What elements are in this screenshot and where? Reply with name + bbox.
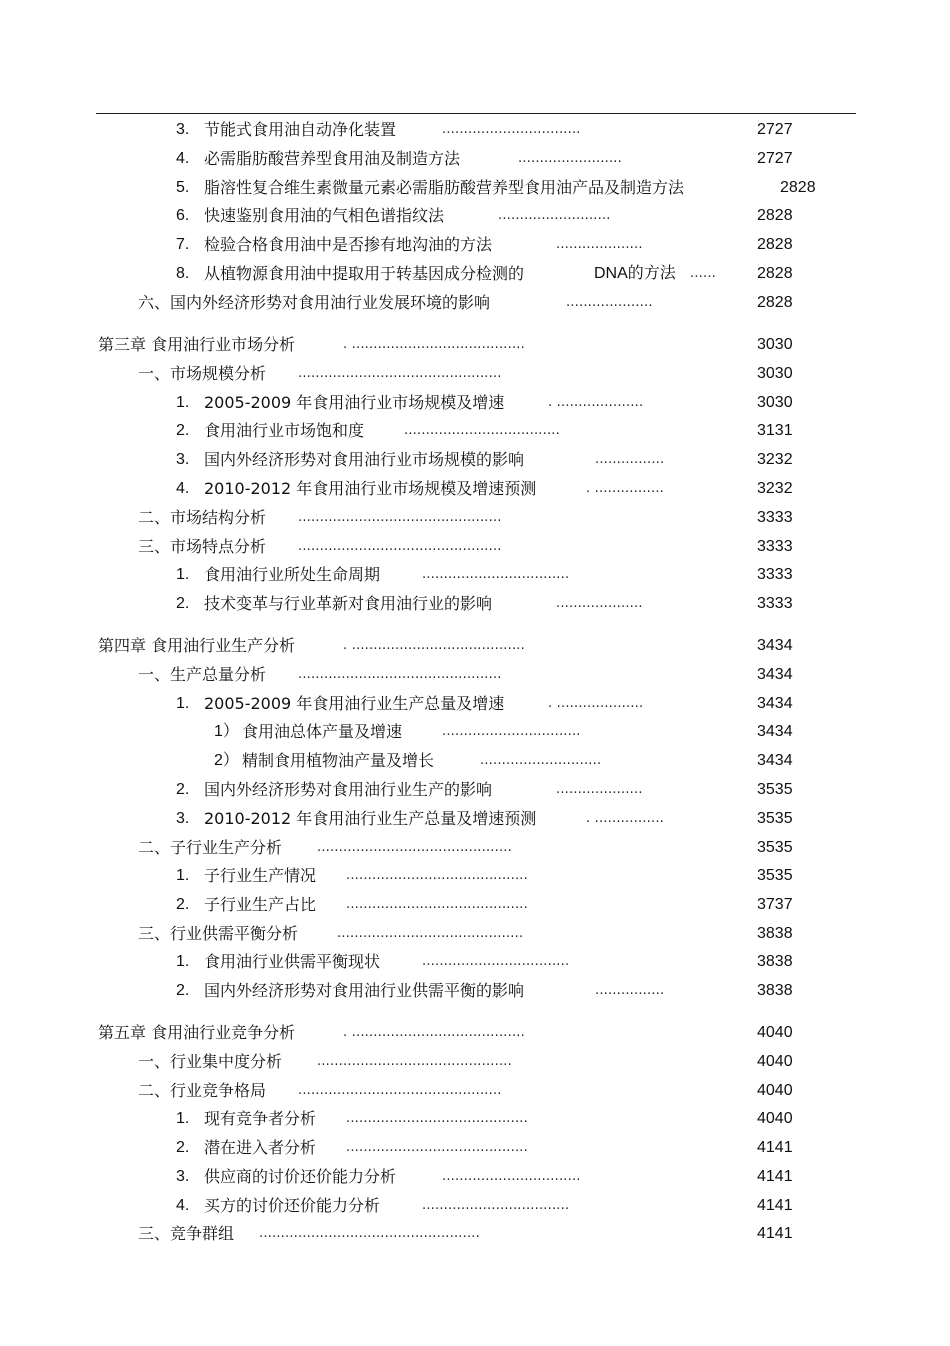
toc-entry-page: 3838 — [757, 982, 793, 999]
toc-entry-title: 2010-2012 年食用油行业市场规模及增速预测 — [204, 479, 537, 498]
toc-entry[interactable] — [0, 506, 950, 530]
toc-entry-number: 1. — [176, 1110, 190, 1127]
toc-entry-page: 3232 — [757, 480, 793, 497]
dot-leader: ........................ — [518, 151, 622, 166]
toc-entry[interactable] — [0, 749, 950, 773]
dot-leader: . ........................................ — [343, 1025, 525, 1040]
toc-entry-page: 3737 — [757, 896, 793, 913]
dot-leader: ............................................... — [298, 510, 502, 525]
toc-entry-title: 食用油行业市场饱和度 — [204, 421, 365, 440]
toc-entry-title: 二、市场结构分析 — [138, 508, 267, 527]
toc-entry-page: 2727 — [757, 150, 793, 167]
dot-leader: .................................. — [422, 1198, 570, 1213]
toc-entry-number: 1. — [176, 394, 190, 411]
toc-entry-page: 3030 — [757, 394, 793, 411]
toc-entry-page: 2727 — [757, 121, 793, 138]
toc-entry-page: 3535 — [757, 839, 793, 856]
dot-leader: ...... — [690, 266, 716, 281]
toc-entry[interactable] — [0, 362, 950, 386]
dot-leader: . ........................................ — [343, 638, 525, 653]
toc-entry-title: 子行业生产占比 — [204, 895, 317, 914]
toc-entry[interactable] — [0, 592, 950, 616]
dot-leader: .......................................... — [346, 1111, 528, 1126]
dot-leader: ................ — [595, 452, 665, 467]
toc-entry-title: 技术变革与行业革新对食用油行业的影响 — [204, 594, 493, 613]
dot-leader: .......................................... — [346, 897, 528, 912]
toc-entry-number: 2. — [176, 422, 190, 439]
toc-entry-title: 一、市场规模分析 — [138, 364, 267, 383]
toc-entry-number: 2. — [176, 982, 190, 999]
toc-entry-title: 一、行业集中度分析 — [138, 1052, 283, 1071]
dot-leader: ................................ — [442, 724, 581, 739]
dot-leader: ............................................... — [298, 366, 502, 381]
toc-entry-page: 3333 — [757, 538, 793, 555]
toc-entry-number: 4. — [176, 1197, 190, 1214]
toc-entry-title: 三、竞争群组 — [138, 1224, 235, 1243]
toc-entry-title: 买方的讨价还价能力分析 — [204, 1196, 381, 1215]
toc-entry[interactable] — [0, 778, 950, 802]
toc-entry[interactable] — [0, 477, 950, 501]
toc-entry-number: 1. — [176, 695, 190, 712]
toc-entry-title: 脂溶性复合维生素微量元素必需脂肪酸营养型食用油产品及制造方法 — [204, 178, 685, 197]
toc-entry-page: 4141 — [757, 1225, 793, 1242]
toc-entry-page: 3535 — [757, 867, 793, 884]
toc-entry[interactable] — [0, 634, 950, 658]
toc-entry-number: 5. — [176, 179, 190, 196]
toc-entry-page: 2828 — [780, 179, 816, 196]
toc-entry-title: 食用油总体产量及增速 — [242, 722, 403, 741]
toc-entry-title: 食用油行业所处生命周期 — [204, 565, 381, 584]
dot-leader: . .................... — [548, 395, 644, 410]
toc-entry-page: 3434 — [757, 666, 793, 683]
toc-entry-page: 4040 — [757, 1082, 793, 1099]
toc-entry-page: 2828 — [757, 207, 793, 224]
toc-entry[interactable] — [0, 535, 950, 559]
toc-entry-page: 3838 — [757, 925, 793, 942]
toc-entry-page: 3535 — [757, 810, 793, 827]
toc-entry[interactable] — [0, 663, 950, 687]
dot-leader: .................................. — [422, 567, 570, 582]
toc-entry-number: 6. — [176, 207, 190, 224]
toc-entry-title: 国内外经济形势对食用油行业供需平衡的影响 — [204, 981, 525, 1000]
toc-entry-page: 4141 — [757, 1168, 793, 1185]
toc-entry[interactable] — [0, 922, 950, 946]
dot-leader: ................ — [595, 983, 665, 998]
toc-entry-title: 食用油行业供需平衡现状 — [204, 952, 381, 971]
toc-entry-title: 潜在进入者分析 — [204, 1138, 317, 1157]
toc-entry[interactable] — [0, 147, 950, 171]
dot-leader: .......................................... — [346, 1140, 528, 1155]
toc-entry[interactable] — [0, 233, 950, 257]
toc-entry[interactable] — [0, 118, 950, 142]
dot-leader: ............................................. — [317, 1054, 512, 1069]
toc-entry-page: 3434 — [757, 695, 793, 712]
dot-leader: .................... — [566, 295, 653, 310]
toc-entry[interactable] — [0, 1050, 950, 1074]
toc-entry-title: 检验合格食用油中是否掺有地沟油的方法 — [204, 235, 493, 254]
toc-entry-title: 二、行业竞争格局 — [138, 1081, 267, 1100]
toc-entry-title-cont: DNA的方法 — [594, 265, 676, 282]
dot-leader: .................... — [556, 596, 643, 611]
toc-entry-title: 2005-2009 年食用油行业市场规模及增速 — [204, 393, 505, 412]
toc-entry-page: 4040 — [757, 1110, 793, 1127]
toc-entry[interactable] — [0, 1165, 950, 1189]
toc-entry-page: 3333 — [757, 566, 793, 583]
toc-entry-number: 3. — [176, 451, 190, 468]
toc-entry-number: 4. — [176, 480, 190, 497]
toc-entry-page: 3838 — [757, 953, 793, 970]
toc-entry[interactable] — [0, 1194, 950, 1218]
toc-entry[interactable] — [0, 1107, 950, 1131]
toc-entry-page: 3232 — [757, 451, 793, 468]
toc-entry[interactable] — [0, 807, 950, 831]
dot-leader: .................................... — [404, 423, 560, 438]
toc-entry[interactable] — [0, 176, 950, 200]
toc-entry-title: 2010-2012 年食用油行业生产总量及增速预测 — [204, 809, 537, 828]
toc-entry-number: 4. — [176, 150, 190, 167]
toc-entry-title: 一、生产总量分析 — [138, 665, 267, 684]
toc-entry-title: 二、子行业生产分析 — [138, 838, 283, 857]
dot-leader: . ................ — [586, 481, 664, 496]
dot-leader: ............................................... — [298, 667, 502, 682]
toc-entry-number: 2. — [176, 896, 190, 913]
toc-entry-title: 供应商的讨价还价能力分析 — [204, 1167, 397, 1186]
dot-leader: ................................ — [442, 122, 581, 137]
dot-leader: .......................... — [498, 208, 611, 223]
toc-entry-title: 2005-2009 年食用油行业生产总量及增速 — [204, 694, 505, 713]
toc-entry[interactable] — [0, 1222, 950, 1246]
toc-entry-page: 3333 — [757, 509, 793, 526]
dot-leader: ............................................... — [298, 1083, 502, 1098]
toc-entry-number: 3. — [176, 1168, 190, 1185]
dot-leader: ................................ — [442, 1169, 581, 1184]
dot-leader: .................................. — [422, 954, 570, 969]
toc-entry[interactable] — [0, 262, 950, 286]
toc-entry[interactable] — [0, 950, 950, 974]
dot-leader: .......................................... — [346, 868, 528, 883]
toc-entry[interactable] — [0, 391, 950, 415]
toc-entry-page: 4141 — [757, 1197, 793, 1214]
toc-entry[interactable] — [0, 836, 950, 860]
dot-leader: ................................................... — [259, 1226, 480, 1241]
toc-entry[interactable] — [0, 692, 950, 716]
toc-entry-number: 1. — [176, 953, 190, 970]
toc-entry-page: 2828 — [757, 294, 793, 311]
toc-entry-page: 4141 — [757, 1139, 793, 1156]
dot-leader: . ........................................ — [343, 337, 525, 352]
toc-entry[interactable] — [0, 864, 950, 888]
toc-entry[interactable] — [0, 893, 950, 917]
toc-entry-title: 必需脂肪酸营养型食用油及制造方法 — [204, 149, 461, 168]
toc-entry-page: 3030 — [757, 336, 793, 353]
toc-entry-title: 国内外经济形势对食用油行业生产的影响 — [204, 780, 493, 799]
toc-entry-number: 1. — [176, 867, 190, 884]
toc-entry-title: 现有竞争者分析 — [204, 1109, 317, 1128]
dot-leader: . ................ — [586, 811, 664, 826]
toc-entry[interactable] — [0, 333, 950, 357]
toc-entry[interactable] — [0, 448, 950, 472]
toc-entry-title: 节能式食用油自动净化装置 — [204, 120, 397, 139]
toc-entry-title: 第四章 食用油行业生产分析 — [98, 636, 296, 655]
toc-entry[interactable] — [0, 291, 950, 315]
toc-entry-page: 3434 — [757, 637, 793, 654]
toc-entry-page: 3131 — [757, 422, 793, 439]
dot-leader: . .................... — [548, 696, 644, 711]
dot-leader: .................... — [556, 237, 643, 252]
toc-entry-title: 六、国内外经济形势对食用油行业发展环境的影响 — [138, 293, 491, 312]
toc-entry-page: 3333 — [757, 595, 793, 612]
toc-entry-page: 3030 — [757, 365, 793, 382]
toc-entry-title: 快速鉴别食用油的气相色谱指纹法 — [204, 206, 445, 225]
toc-entry-number: 8. — [176, 265, 190, 282]
dot-leader: ........................................... — [337, 926, 524, 941]
toc-entry-number: 1） — [214, 723, 239, 740]
toc-entry[interactable] — [0, 419, 950, 443]
toc-entry-page: 4040 — [757, 1024, 793, 1041]
toc-entry-number: 3. — [176, 810, 190, 827]
dot-leader: ............................................... — [298, 539, 502, 554]
toc-entry[interactable] — [0, 1079, 950, 1103]
toc-entry-title: 三、市场特点分析 — [138, 537, 267, 556]
toc-entry-title: 国内外经济形势对食用油行业市场规模的影响 — [204, 450, 525, 469]
toc-entry[interactable] — [0, 1136, 950, 1160]
dot-leader: ............................................. — [317, 840, 512, 855]
toc-entry-number: 2） — [214, 752, 239, 769]
toc-entry-title: 第三章 食用油行业市场分析 — [98, 335, 296, 354]
dot-leader: ............................ — [480, 753, 602, 768]
toc-entry-title: 三、行业供需平衡分析 — [138, 924, 299, 943]
toc-entry-number: 7. — [176, 236, 190, 253]
toc-entry-number: 3. — [176, 121, 190, 138]
toc-entry-page: 2828 — [757, 265, 793, 282]
toc-entry-page: 4040 — [757, 1053, 793, 1070]
toc-entry[interactable] — [0, 563, 950, 587]
toc-entry[interactable] — [0, 204, 950, 228]
toc-entry-page: 3434 — [757, 752, 793, 769]
toc-entry-title: 子行业生产情况 — [204, 866, 317, 885]
toc-entry-title: 第五章 食用油行业竞争分析 — [98, 1023, 296, 1042]
toc-entry-page: 2828 — [757, 236, 793, 253]
toc-entry[interactable] — [0, 979, 950, 1003]
toc-entry[interactable] — [0, 1021, 950, 1045]
toc-entry-title: 精制食用植物油产量及增长 — [242, 751, 435, 770]
toc-entry-number: 1. — [176, 566, 190, 583]
dot-leader: .................... — [556, 782, 643, 797]
toc-entry-number: 2. — [176, 595, 190, 612]
toc-entry-page: 3535 — [757, 781, 793, 798]
toc-entry-page: 3434 — [757, 723, 793, 740]
toc-entry-number: 2. — [176, 781, 190, 798]
toc-entry-number: 2. — [176, 1139, 190, 1156]
toc-entry[interactable] — [0, 720, 950, 744]
toc-entry-title: 从植物源食用油中提取用于转基因成分检测的 — [204, 264, 525, 283]
